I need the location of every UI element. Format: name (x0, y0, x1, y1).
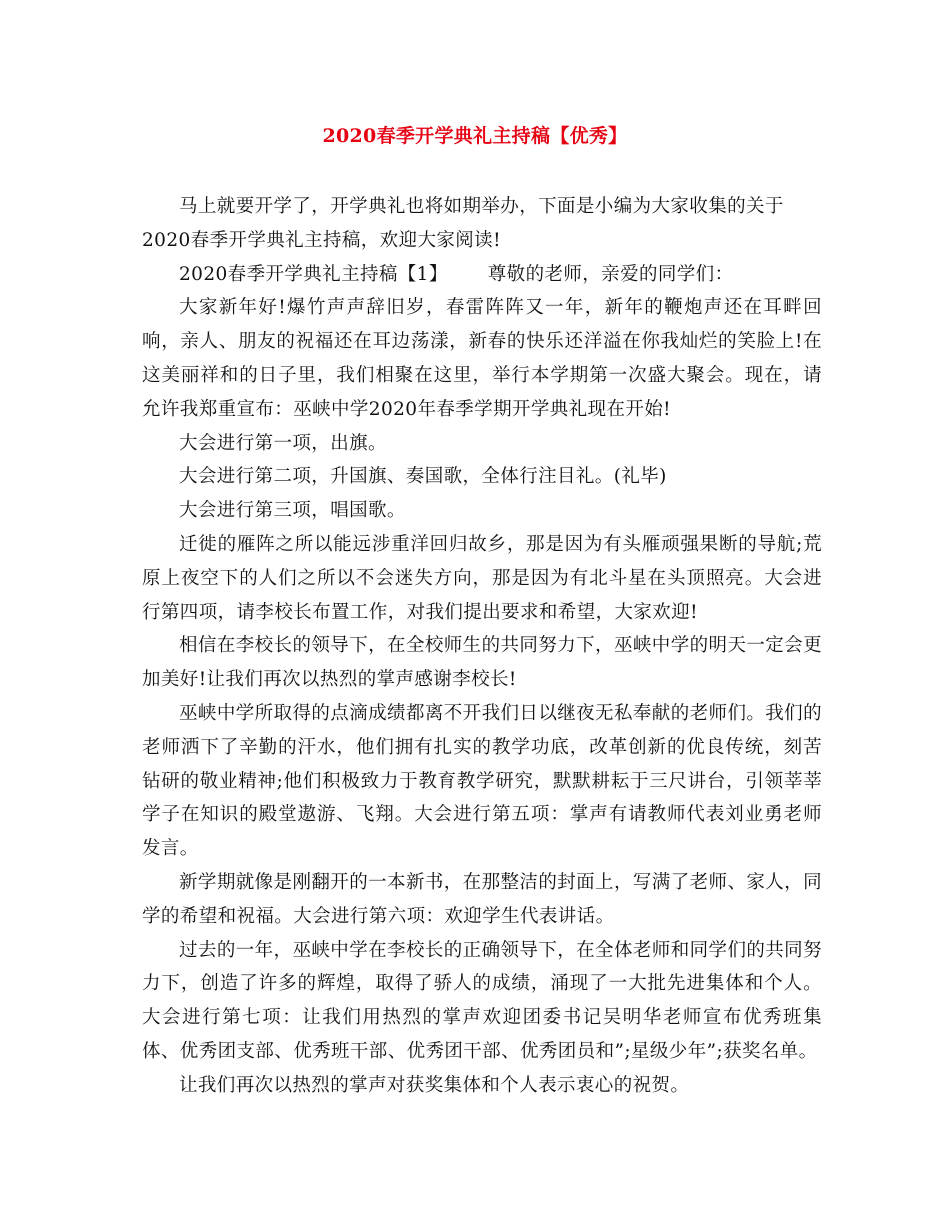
paragraph: 让我们再次以热烈的掌声对获奖集体和个人表示衷心的祝贺。 (179, 1074, 690, 1096)
document-title: 2020春季开学典礼主持稿【优秀】 (322, 125, 628, 147)
paragraph: 巫峡中学所取得的点滴成绩都离不开我们日以继夜无私奉献的老师们。我们的老师洒下了辛勤的汗水，他们拥有扎实的教学功底，改革创新的优良传统，刻苦钻研的敬业精神;他们积极致力于教育教学研究，默默耕耘于三尺讲台，引领莘莘学子在知识的殿堂遨游、飞翔。大会进行第五项：掌声有请教师代表刘业勇老师发言。 (142, 702, 822, 860)
paragraph: 大会进行第一项，出旗。 (179, 432, 387, 454)
intro-line-1: 马上就要开学了，开学典礼也将如期举办，下面是小编为大家收集的关于 (179, 196, 784, 217)
paragraph: 大家新年好!爆竹声声辞旧岁，春雷阵阵又一年，新年的鞭炮声还在耳畔回响，亲人、朋友的祝福还在耳边荡漾，新春的快乐还洋溢在你我灿烂的笑脸上!在这美丽祥和的日子里，我们相聚在这里，举行本学期第一次盛大聚会。现在，请允许我郑重宣布：巫峡中学2020年春季学期开学典礼现在开始! (142, 297, 822, 420)
paragraph: 大会进行第二项，升国旗、奏国歌，全体行注目礼。(礼毕) (179, 466, 667, 488)
section-heading: 2020春季开学典礼主持稿【1】 (179, 263, 448, 285)
paragraph: 大会进行第三项，唱国歌。 (179, 500, 406, 522)
greeting: 尊敬的老师，亲爱的同学们： (487, 263, 734, 285)
section-heading-line (142, 258, 822, 292)
paragraph: 相信在李校长的领导下，在全校师生的共同努力下，巫峡中学的明天一定会更加美好!让我们再次以热烈的掌声感谢李校长! (142, 635, 822, 691)
paragraph: 迁徙的雁阵之所以能远涉重洋回归故乡，那是因为有头雁顽强果断的导航;荒原上夜空下的人们之所以不会迷失方向，那是因为有北斗星在头顶照亮。大会进行第四项，请李校长布置工作，对我们提出要求和希望，大家欢迎! (142, 533, 822, 623)
document-body (142, 190, 822, 1103)
paragraph: 过去的一年，巫峡中学在李校长的正确领导下，在全体老师和同学们的共同努力下，创造了许多的辉煌，取得了骄人的成绩，涌现了一大批先进集体和个人。大会进行第七项：让我们用热烈的掌声欢迎团委书记吴明华老师宣布优秀班集体、优秀团支部、优秀班干部、优秀团干部、优秀团员和”;星级少年”;获奖名单。 (142, 939, 822, 1062)
intro-line-2: 2020春季开学典礼主持稿，欢迎大家阅读! (142, 229, 501, 251)
paragraph: 新学期就像是刚翻开的一本新书，在那整洁的封面上，写满了老师、家人，同学的希望和祝福。大会进行第六项：欢迎学生代表讲话。 (142, 871, 822, 927)
